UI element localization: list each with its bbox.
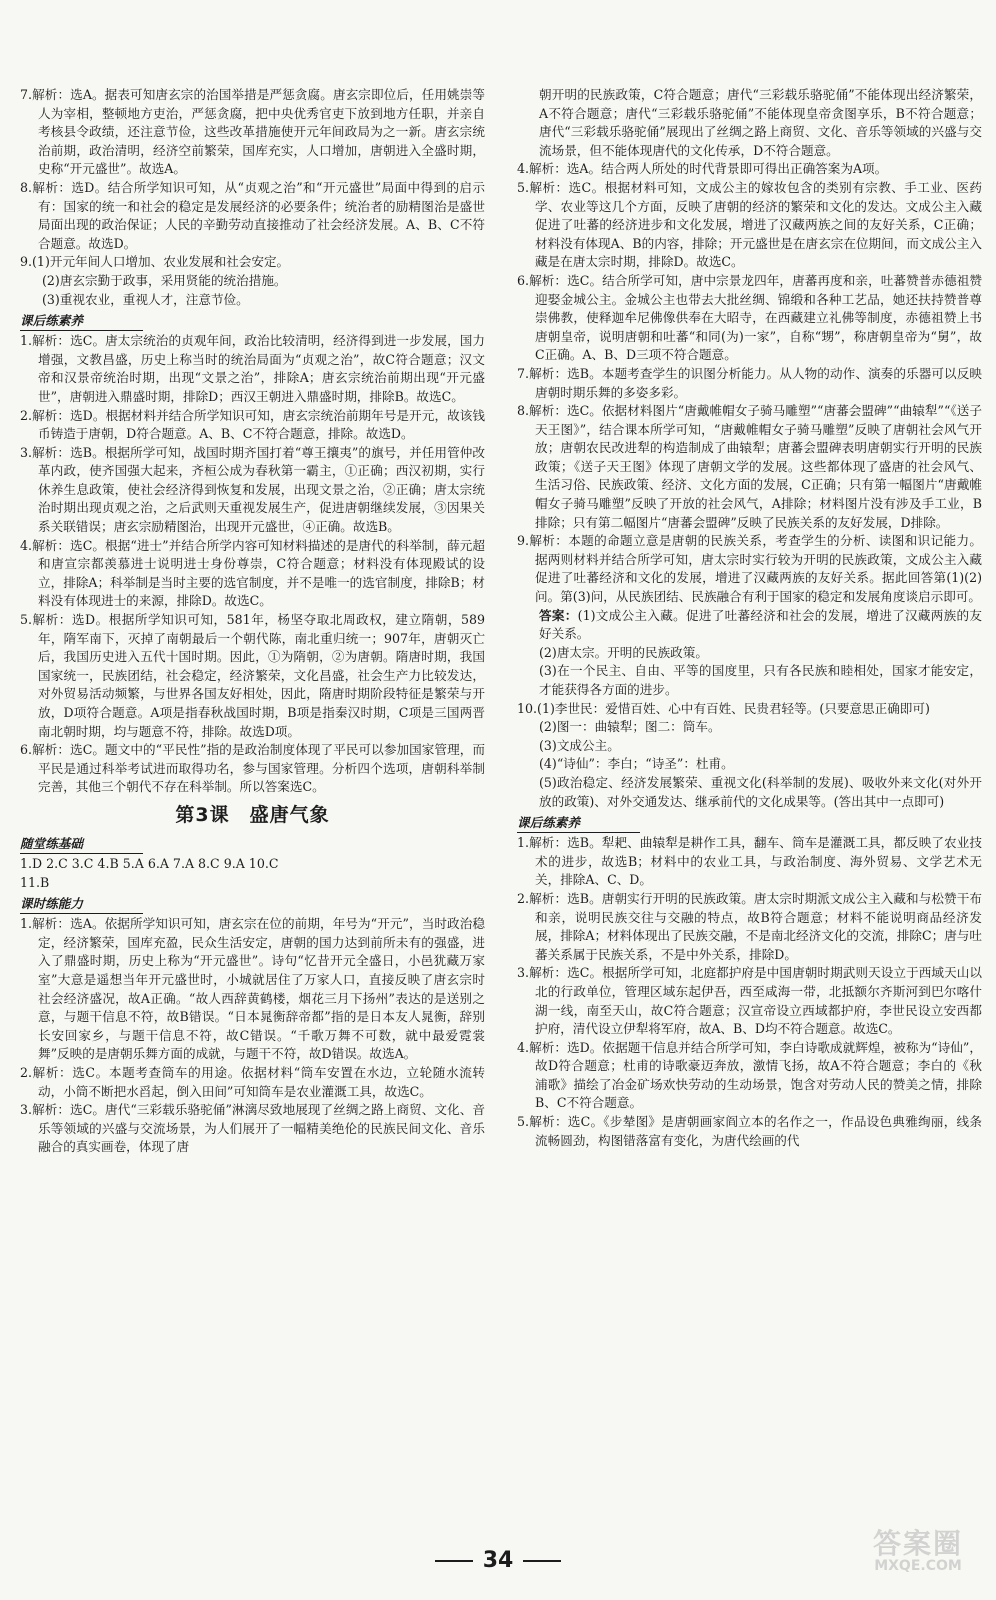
ability-answer-2: 2.解析：选C。本题考查筒车的用途。依据材料“筒车安置在水边，立轮随水流转动，小筒不断把水舀起，倒入田间”可知筒车是农业灌溉工具，故选C。 (20, 1064, 485, 1099)
answer-10-part-3: (3)文成公主。 (539, 737, 620, 753)
answer-label: 答案： (539, 607, 578, 623)
ability-answer-1: 1.解析：选A。依据所学知识可知，唐玄宗在位的前期，年号为“开元”，当时政治稳定，经济繁荣，国库充盈，民众生活安定，唐朝的国力达到前所未有的强盛，进入了鼎盛时期，历史上称为“开元盛世”。诗句“忆昔开元全盛日，小邑犹藏万家室”大意是遥想当年开元盛世时，小城就居住了万家人口，直接反映了唐玄宗时社会经济盛况，故A正确。“故人西辞黄鹤楼，烟花三月下扬州”表达的是送别之意，与题干信息不符，故B错误。“日本晁衡辞帝都”指的是日本友人晁衡，辞别长安回家乡，与题干信息不符，故C错误。“千歌万舞不可数，就中最爱霓裳舞”反映的是唐朝乐舞方面的成就，与题干不符，故D错误。故选A。 (20, 916, 485, 1062)
after-class-answer-4: 4.解析：选C。根据“进士”并结合所学内容可知材料描述的是唐代的科举制，薛元超和唐宣宗都羡慕进士说明进士身份尊崇，C符合题意；材料没有体现殿试的设立，排除A；科举制是当时主要的选官制度，并不是唯一的选官制度，排除B；材料没有体现进士的来源，排除D。故选C。 (20, 537, 485, 609)
after-class2-answer-3: 3.解析：选C。根据所学可知，北庭都护府是中国唐朝时期武则天设立于西域天山以北的行政单位，管理区域东起伊吾，西至咸海一带，北抵额尔齐斯河到巴尔喀什湖一线，南至天山，故C符合题意；汉宣帝设立西域都护府，李世民设立安西都护府，清代设立伊犁将军府，故A、B、D均不符合题意。故选C。 (517, 965, 982, 1037)
answer-8: 8.解析：选D。结合所学知识可知，从“贞观之治”和“开元盛世”局面中得到的启示有：国家的统一和社会的稳定是发展经济的必要条件；统治者的励精图治是盛世局面出现的政治保证；人民的辛勤劳动直接推动了社会经济发展。A、B、C不符合题意。故选D。 (20, 179, 485, 251)
footer-dash-left (435, 1560, 473, 1562)
lesson-number: 第3课 (175, 803, 230, 826)
section-heading-after-class: 课后练素养 (20, 311, 143, 331)
right-column (517, 86, 982, 1150)
ability-answer-3: 3.解析：选C。唐代“三彩载乐骆驼俑”淋漓尽致地展现了丝绸之路上商贸、文化、音乐等领域的兴盛与交流场景，为人们展开了一幅精美绝伦的民族民间文化、音乐融合的真实画卷，体现了唐 (20, 1102, 485, 1155)
section-heading-lesson-ability: 课时练能力 (20, 894, 143, 914)
after-class-answer-3: 3.解析：选B。根据所学可知，战国时期齐国打着“尊王攘夷”的旗号，并任用管仲改革内政，使齐国强大起来，齐桓公成为春秋第一霸主，①正确；西汉初期，实行休养生息政策，使社会经济得到恢复和发展，出现文景之治，②正确；唐太宗统治时期出现贞观之治，之后武则天重视发展生产，促进唐朝继续发展，③因果关系关联错误；唐玄宗励精图治，出现开元盛世，④正确。故选B。 (20, 444, 485, 535)
answer-10-part-2: (2)图一：曲辕犁；图二：筒车。 (539, 719, 721, 735)
ability-answer-4: 4.解析：选A。结合两人所处的时代背景即可得出正确答案为A项。 (517, 161, 888, 177)
after-class2-answer-1: 1.解析：选B。犁耙、曲辕犁是耕作工具，翻车、筒车是灌溉工具，都反映了农业技术的进步，故选B；材料中的农业工具，与政治制度、海外贸易、文学艺术无关，排除A、C、D。 (517, 835, 982, 888)
answer-10-part-4: (4)“诗仙”：李白；“诗圣”：杜甫。 (539, 756, 734, 772)
after-class2-answer-4: 4.解析：选D。依据题干信息并结合所学可知，李白诗歌成就辉煌，被称为“诗仙”，故D符合题意；杜甫的诗歌豪迈奔放，激情飞扬，故A不符合题意；李白的《秋浦歌》描绘了冶金矿场欢快劳动的生动场景，饱含对劳动人民的赞美之情，排除B、C不符合题意。 (517, 1039, 982, 1111)
answer-7: 7.解析：选A。据表可知唐玄宗的治国举措是严惩贪腐。唐玄宗即位后，任用姚崇等人为宰相，整顿地方吏治，严惩贪腐，把中央优秀官吏下放到地方任职，并亲自考核县令政绩，还注意节俭，这些改革措施使开元年间政局为之一新。唐玄宗统治前期，政治清明，经济空前繁荣，国库充实，人口增加，唐朝进入全盛时期，史称“开元盛世”。故选A。 (20, 87, 485, 177)
answer-page (20, 86, 983, 1516)
section-heading-in-class: 随堂练基础 (20, 834, 143, 854)
ability-answer-6: 6.解析：选C。结合所学可知，唐中宗景龙四年，唐蕃再度和亲，吐蕃赞普赤德祖赞迎娶金城公主。金城公主也带去大批丝绸、锦缎和各种工艺品，她还扶持赞普尊崇佛教，使释迦牟尼佛像供奉在大昭寺，在西藏建立礼佛等制度，赤德祖赞上书唐朝皇帝，说明唐朝和吐蕃“和同(为)一家”，自称“甥”，称唐朝皇帝为“舅”，故C正确。A、B、D三项不符合题意。 (517, 272, 982, 363)
page-number: 34 (482, 1548, 514, 1573)
answer-9-part-1: (1)文成公主入藏。促进了吐蕃经济和社会的发展，增进了汉藏两族的友好关系。 (539, 607, 983, 642)
after-class-answer-5: 5.解析：选D。根据所学知识可知，581年，杨坚夺取北周政权，建立隋朝，589年，隋军南下，灭掉了南朝最后一个朝代陈，南北重归统一；907年，唐朝灭亡后，我国历史进入五代十国时期。因此，①为隋朝，②为唐朝。隋唐时期，我国国家统一，民族团结，社会稳定，经济繁荣，文化昌盛，社会生产力比较发达，对外贸易活动频繁，与世界各国友好相处，因此，隋唐时期阶段特征是繁荣与开放，D项符合题意。A项是指春秋战国时期，B项是指秦汉时期，C项是三国两晋南北朝时期，均与题意不符，排除。故选D项。 (20, 612, 485, 739)
ability-answer-5: 5.解析：选C。根据材料可知，文成公主的嫁妆包含的类别有宗教、手工业、医药学、农业等这几个方面，反映了唐朝的经济的繁荣和文化的发达。文成公主入藏促进了吐蕃的经济进步和文化发展，增进了汉藏两族之间的友好关系，C正确；材料没有体现A、B的内容，排除；开元盛世是在唐玄宗在位期间，而文成公主入藏是在唐太宗时期，排除D。故选C。 (517, 179, 982, 270)
answer-10-part-5: (5)政治稳定、经济发展繁荣、重视文化(科举制的发展)、吸收外来文化(对外开放的政策)、对外交通发达、继承前代的文化成果等。(答出其中一点即可) (539, 774, 982, 809)
page-footer (0, 1548, 996, 1573)
lesson-title (20, 800, 485, 830)
ability-answer-7: 7.解析：选B。本题考查学生的识图分析能力。从人物的动作、演奏的乐器可以反映唐朝时期乐舞的多姿多彩。 (517, 365, 982, 400)
watermark-text: 答案圈 (872, 1527, 963, 1560)
choice-answers-row-1: 1.D 2.C 3.C 4.B 5.A 6.A 7.A 8.C 9.A 10.C (20, 855, 279, 871)
answer-9-part-3: (3)在一个民主、自由、平等的国度里，只有各民族和睦相处，国家才能安定，才能获得各方面的进步。 (539, 663, 982, 697)
after-class-answer-1: 1.解析：选C。唐太宗统治的贞观年间，政治比较清明，经济得到进一步发展，国力增强，文教昌盛，历史上称当时的统治局面为“贞观之治”，故C符合题意；汉文帝和汉景帝统治时期，出现“文景之治”，排除A；唐玄宗统治前期出现“开元盛世”，唐朝进入鼎盛时期，排除D；西汉王朝进入鼎盛时期，排除B。故选C。 (20, 333, 485, 404)
after-class-answer-6: 6.解析：选C。题文中的“平民性”指的是政治制度体现了平民可以参加国家管理，而平民是通过科举考试进而取得功名，参与国家管理。分析四个选项，唐朝科举制完善，其他三个朝代不存在科举制。所以答案选C。 (20, 742, 485, 795)
ability-answer-8: 8.解析：选C。依据材料图片“唐戴帷帽女子骑马雕塑”“唐蕃会盟碑”“曲辕犁”“《送子天王图》”，结合课本所学可知，“唐戴帷帽女子骑马雕塑”反映了唐朝社会风气开放；唐朝农民改进犁的构造制成了曲辕犁；唐蕃会盟碑表明唐朝实行开明的民族政策；《送子天王图》体现了唐朝文学的发展。这些都体现了盛唐的社会风气、生活习俗、民族政策、经济、文化方面的发展，C正确；只有第一幅图片“唐戴帷帽女子骑马雕塑”反映了开放的社会风气，A排除；材料图片没有涉及手工业，B排除；只有第二幅图片“唐蕃会盟碑”反映了民族关系的友好发展，D排除。 (517, 403, 982, 530)
after-class-answer-2: 2.解析：选D。根据材料并结合所学知识可知，唐玄宗统治前期年号是开元，故该钱币铸造于唐朝，D符合题意。A、B、C不符合题意，排除。故选D。 (20, 407, 485, 442)
ability-answer-9: 9.解析：本题的命题立意是唐朝的民族关系，考查学生的分析、读图和识记能力。据两则材料并结合所学可知，唐太宗时实行较为开明的民族政策，文成公主入藏促进了吐蕃经济和文化的发展，增进了汉藏两族的友好关系。据此回答第(1)(2)问。第(3)问，从民族团结、民族融合有利于国家的稳定和发展角度谈启示即可。 (517, 533, 982, 605)
answer-9-1: 9.(1)开元年间人口增加、农业发展和社会安定。 (20, 254, 290, 270)
watermark-logo (858, 1527, 978, 1580)
answer-block-9 (517, 607, 982, 644)
answer-9-2: (2)唐玄宗勤于政事，采用贤能的统治措施。 (42, 272, 287, 288)
answer-9-3: (3)重视农业，重视人才，注意节俭。 (42, 291, 249, 307)
after-class2-answer-5: 5.解析：选C。《步辇图》是唐朝画家阎立本的名作之一，作品设色典雅绚丽，线条流畅圆劲，构图错落富有变化，为唐代绘画的代 (517, 1114, 982, 1148)
lesson-name: 盛唐气象 (249, 803, 330, 826)
ability-answer-3-continued: 朝开明的民族政策，C符合题意；唐代“三彩载乐骆驼俑”不能体现出经济繁荣，A不符合题意；唐代“三彩载乐骆驼俑”不能体现皇帝贪图享乐，B不符合题意；唐代“三彩载乐骆驼俑”展现出了丝绸之路上商贸、文化、音乐等领域的兴盛与交流场景，但不能体现唐代的文化传承，D不符合题意。 (539, 87, 982, 158)
footer-dash-right (523, 1560, 561, 1562)
watermark-url: MXQE.COM (874, 1558, 962, 1574)
choice-answers-row-2: 11.B (20, 874, 50, 890)
left-column (20, 86, 485, 1157)
answer-10-part-1: 10.(1)李世民：爱惜百姓、心中有百姓、民贵君轻等。(只要意思正确即可) (517, 700, 930, 716)
answer-9-part-2: (2)唐太宗。开明的民族政策。 (539, 644, 708, 660)
after-class2-answer-2: 2.解析：选B。唐朝实行开明的民族政策。唐太宗时期派文成公主入藏和与松赞干布和亲，说明民族交往与交融的特点，故B符合题意；材料不能说明商品经济发展，排除A；材料体现出了民族交融，不是南北经济文化的交流，排除C；唐与吐蕃关系属于民族关系，不是中外关系，排除D。 (517, 890, 982, 962)
section-heading-after-class-2: 课后练素养 (517, 813, 640, 833)
